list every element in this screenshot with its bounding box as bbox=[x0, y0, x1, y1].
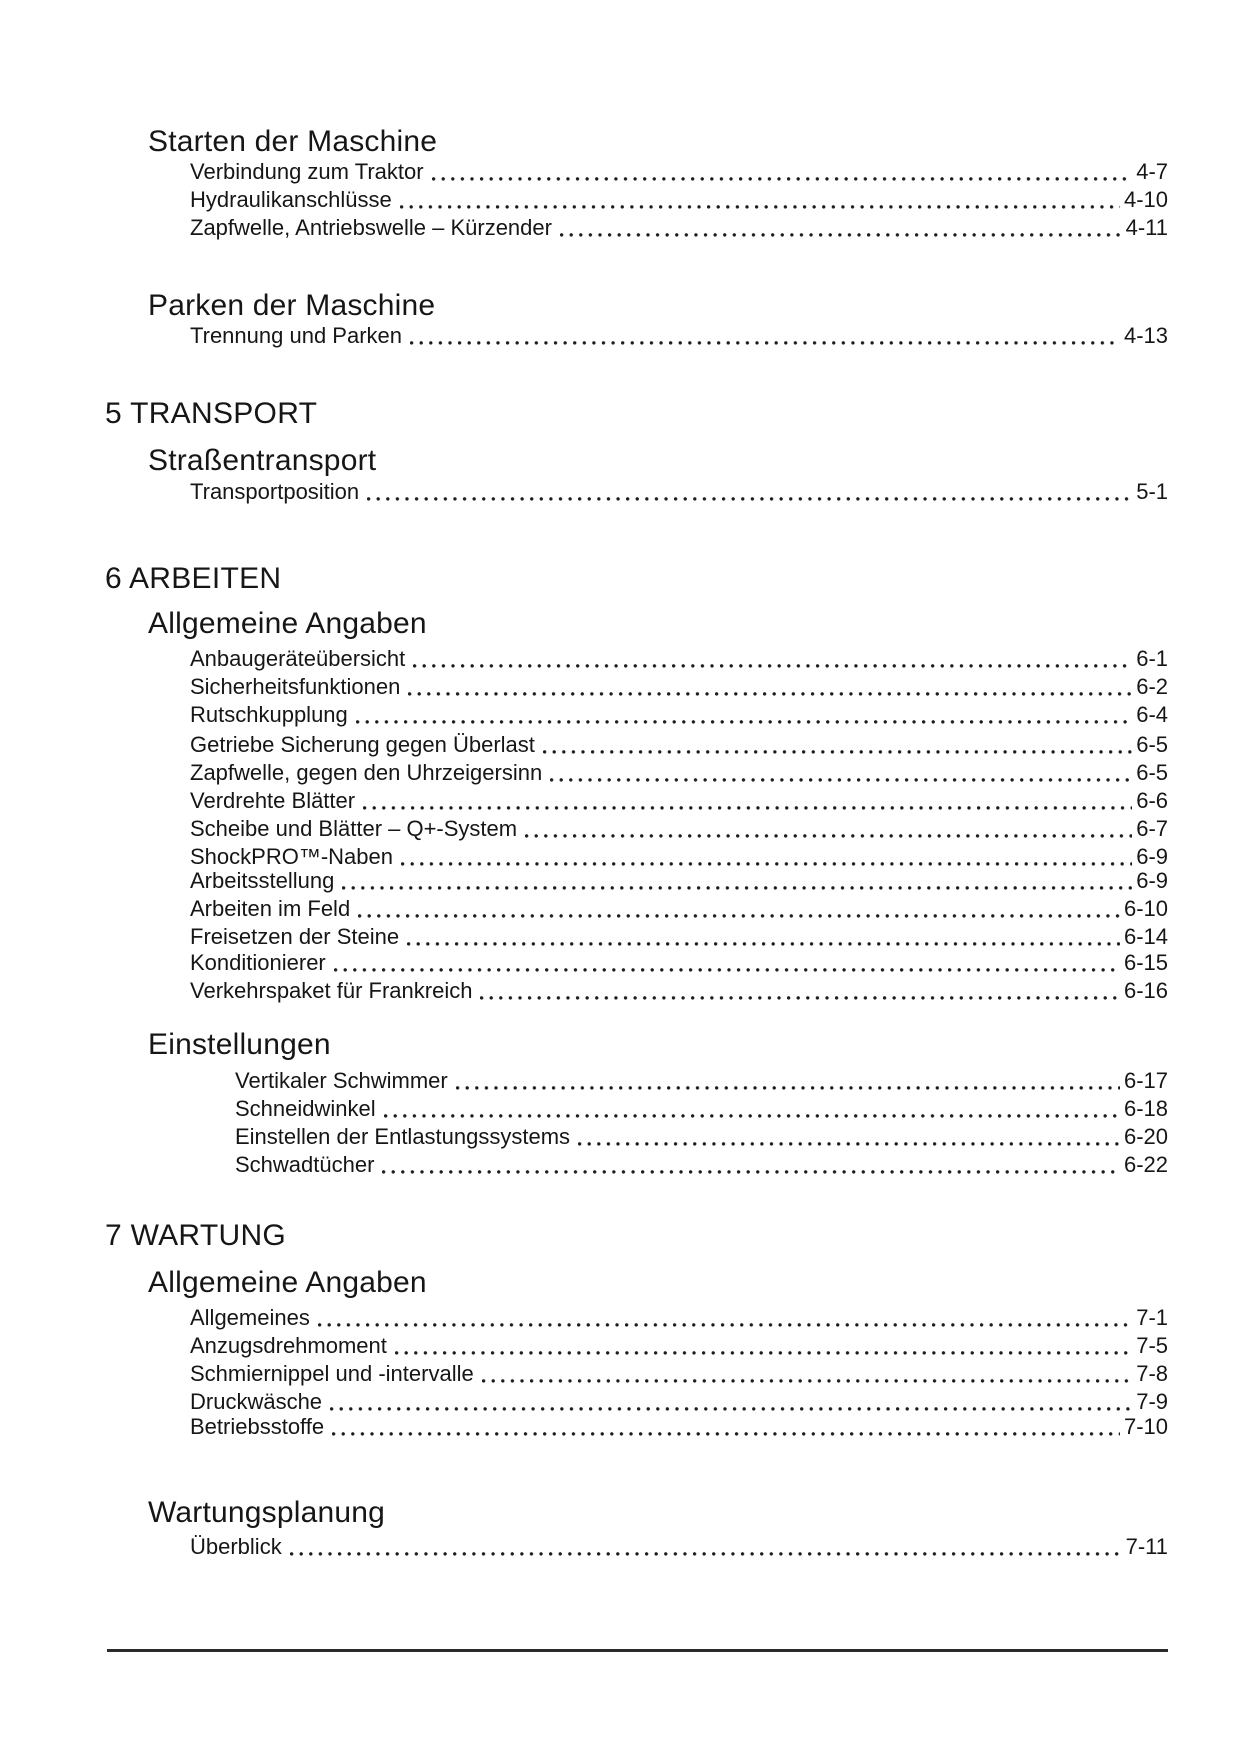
dot-leader bbox=[407, 942, 1120, 946]
toc-entry[interactable] bbox=[235, 1123, 1168, 1151]
toc-entry-label: Arbeiten im Feld bbox=[190, 896, 351, 921]
dot-leader bbox=[395, 1351, 1132, 1355]
dot-leader bbox=[525, 834, 1132, 838]
toc-entry-label: Überblick bbox=[190, 1534, 282, 1559]
dot-leader bbox=[400, 205, 1120, 209]
dot-leader bbox=[413, 664, 1132, 668]
section-title: Allgemeine Angaben bbox=[148, 607, 427, 640]
toc-entry-label: Verbindung zum Traktor bbox=[190, 159, 424, 184]
dot-leader bbox=[363, 806, 1132, 810]
toc-entry-label: Freisetzen der Steine bbox=[190, 924, 400, 949]
dot-leader bbox=[578, 1142, 1120, 1146]
toc-entry-page: 6-2 bbox=[1136, 674, 1168, 699]
toc-entry-page: 6-22 bbox=[1123, 1152, 1168, 1177]
toc-entry-page: 4-13 bbox=[1123, 323, 1168, 348]
toc-entry[interactable] bbox=[190, 949, 1168, 977]
dot-leader bbox=[408, 692, 1132, 696]
toc-entry[interactable] bbox=[190, 214, 1168, 242]
toc-entry-page: 6-1 bbox=[1136, 646, 1168, 671]
dot-leader bbox=[550, 778, 1132, 782]
toc-entry-label: Scheibe und Blätter – Q+-System bbox=[190, 816, 518, 841]
dot-leader bbox=[330, 1407, 1132, 1411]
dot-leader bbox=[560, 233, 1122, 237]
toc-entry-label: Verdrehte Blätter bbox=[190, 788, 356, 813]
dot-leader bbox=[358, 914, 1120, 918]
toc-entry-page: 6-20 bbox=[1123, 1124, 1168, 1149]
toc-entry-label: Schmiernippel und -intervalle bbox=[190, 1361, 474, 1386]
toc-entry[interactable] bbox=[235, 1151, 1168, 1179]
section-title: Straßentransport bbox=[148, 444, 377, 477]
toc-entry[interactable] bbox=[190, 759, 1168, 787]
dot-leader bbox=[290, 1552, 1122, 1556]
toc-entry-page: 6-5 bbox=[1136, 732, 1168, 757]
toc-entry[interactable] bbox=[235, 1095, 1168, 1123]
section-title: Allgemeine Angaben bbox=[148, 1266, 427, 1299]
toc-entry[interactable] bbox=[190, 186, 1168, 214]
toc-entry-page: 7-10 bbox=[1123, 1414, 1168, 1439]
dot-leader bbox=[356, 720, 1132, 724]
toc-entry-label: Anzugsdrehmoment bbox=[190, 1333, 387, 1358]
toc-entry-page: 6-14 bbox=[1123, 924, 1168, 949]
section-title: Starten der Maschine bbox=[148, 125, 438, 158]
toc-entry-label: Hydraulikanschlüsse bbox=[190, 187, 392, 212]
toc-entry-page: 4-10 bbox=[1123, 187, 1168, 212]
toc-entry[interactable] bbox=[235, 1067, 1168, 1095]
chapter-title: 7 WARTUNG bbox=[105, 1219, 287, 1252]
toc-entry-label: Druckwäsche bbox=[190, 1389, 323, 1414]
toc-entry-label: Verkehrspaket für Frankreich bbox=[190, 978, 473, 1003]
toc-entry[interactable] bbox=[190, 1413, 1168, 1441]
dot-leader bbox=[342, 886, 1132, 890]
toc-entry-label: Schwadtücher bbox=[235, 1152, 375, 1177]
section-title: Einstellungen bbox=[148, 1028, 331, 1061]
toc-entry-page: 6-16 bbox=[1123, 978, 1168, 1003]
toc-entry-label: Einstellen der Entlastungssystems bbox=[235, 1124, 571, 1149]
toc-entry-label: Konditionierer bbox=[190, 950, 326, 975]
toc-entry-label: Sicherheitsfunktionen bbox=[190, 674, 401, 699]
toc-entry-page: 7-8 bbox=[1136, 1361, 1168, 1386]
dot-leader bbox=[382, 1170, 1120, 1174]
toc-entry[interactable] bbox=[190, 731, 1168, 759]
toc-entry[interactable] bbox=[190, 1304, 1168, 1332]
toc-entry[interactable] bbox=[190, 923, 1168, 951]
toc-entry[interactable] bbox=[190, 701, 1168, 729]
section-title: Wartungsplanung bbox=[148, 1496, 386, 1529]
toc-entry[interactable] bbox=[190, 1332, 1168, 1360]
dot-leader bbox=[334, 968, 1120, 972]
toc-entry-label: Zapfwelle, Antriebswelle – Kürzender bbox=[190, 215, 552, 240]
toc-entry-page: 6-18 bbox=[1123, 1096, 1168, 1121]
toc-entry-label: Rutschkupplung bbox=[190, 702, 348, 727]
toc-entry[interactable] bbox=[190, 867, 1168, 895]
toc-entry-page: 7-1 bbox=[1136, 1305, 1168, 1330]
toc-entry-label: Getriebe Sicherung gegen Überlast bbox=[190, 732, 535, 757]
dot-leader bbox=[543, 750, 1132, 754]
toc-entry-label: Anbaugeräteübersicht bbox=[190, 646, 406, 671]
section-title: Parken der Maschine bbox=[148, 289, 436, 322]
toc-entry[interactable] bbox=[190, 478, 1168, 506]
chapter-title: 5 TRANSPORT bbox=[105, 397, 318, 430]
toc-entry-page: 6-4 bbox=[1136, 702, 1168, 727]
dot-leader bbox=[318, 1323, 1132, 1327]
toc-entry-label: Betriebsstoffe bbox=[190, 1414, 325, 1439]
toc-entry-label: Transportposition bbox=[190, 479, 360, 504]
toc-entry-page: 5-1 bbox=[1136, 479, 1168, 504]
toc-entry-page: 6-15 bbox=[1123, 950, 1168, 975]
toc-entry-label: ShockPRO™-Naben bbox=[190, 844, 393, 869]
toc-entry-label: Schneidwinkel bbox=[235, 1096, 376, 1121]
toc-entry-label: Trennung und Parken bbox=[190, 323, 402, 348]
toc-entry[interactable] bbox=[190, 895, 1168, 923]
dot-leader bbox=[384, 1114, 1120, 1118]
toc-entry-page: 4-11 bbox=[1125, 215, 1168, 240]
dot-leader bbox=[456, 1086, 1120, 1090]
toc-entry-page: 4-7 bbox=[1136, 159, 1168, 184]
toc-entry[interactable] bbox=[190, 673, 1168, 701]
toc-page bbox=[105, 0, 1168, 1652]
footer-rule bbox=[107, 1649, 1168, 1652]
toc-entry[interactable] bbox=[190, 1533, 1168, 1561]
toc-entry[interactable] bbox=[190, 1360, 1168, 1388]
toc-entry-page: 6-17 bbox=[1123, 1068, 1168, 1093]
toc-entry-label: Allgemeines bbox=[190, 1305, 310, 1330]
toc-entry[interactable] bbox=[190, 322, 1168, 350]
toc-entry-page: 6-10 bbox=[1123, 896, 1168, 921]
toc-entry-page: 6-9 bbox=[1136, 844, 1168, 869]
chapter-title: 6 ARBEITEN bbox=[105, 562, 282, 595]
toc-entry[interactable] bbox=[190, 815, 1168, 843]
toc-entry[interactable] bbox=[190, 787, 1168, 815]
toc-entry-page: 7-5 bbox=[1136, 1333, 1168, 1358]
dot-leader bbox=[367, 497, 1132, 501]
dot-leader bbox=[432, 177, 1133, 181]
dot-leader bbox=[332, 1432, 1120, 1436]
toc-entry[interactable] bbox=[190, 645, 1168, 673]
dot-leader bbox=[480, 996, 1119, 1000]
toc-entry-label: Arbeitsstellung bbox=[190, 868, 335, 893]
toc-entry-label: Zapfwelle, gegen den Uhrzeigersinn bbox=[190, 760, 543, 785]
toc-entry-page: 6-7 bbox=[1136, 816, 1168, 841]
toc-entry-page: 7-9 bbox=[1136, 1389, 1168, 1414]
toc-entry[interactable] bbox=[190, 1388, 1168, 1416]
toc-entry-page: 7-11 bbox=[1125, 1534, 1168, 1559]
toc-entry-page: 6-5 bbox=[1136, 760, 1168, 785]
toc-entry[interactable] bbox=[190, 158, 1168, 186]
toc-entry-page: 6-6 bbox=[1136, 788, 1168, 813]
dot-leader bbox=[401, 862, 1132, 866]
toc-entry[interactable] bbox=[190, 977, 1168, 1005]
dot-leader bbox=[482, 1379, 1133, 1383]
dot-leader bbox=[410, 341, 1120, 345]
toc-entry-label: Vertikaler Schwimmer bbox=[235, 1068, 448, 1093]
toc-entry-page: 6-9 bbox=[1136, 868, 1168, 893]
